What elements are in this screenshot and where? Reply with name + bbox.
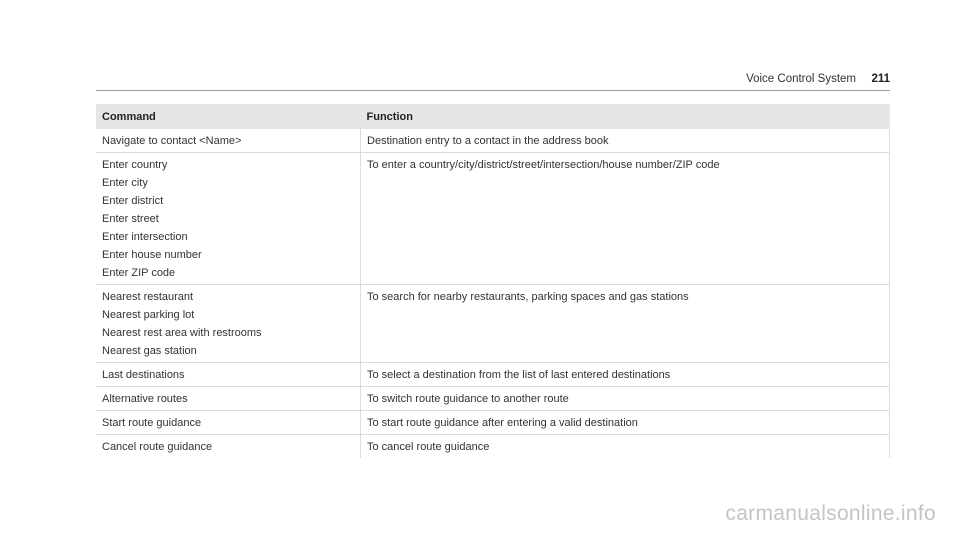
command-text: Enter district (102, 195, 164, 207)
function-cell: Destination entry to a contact in the address book (361, 129, 890, 153)
command-cell (96, 411, 361, 435)
command-text: Nearest restaurant (102, 291, 194, 303)
command-text: Enter country (102, 159, 168, 171)
watermark: carmanualsonline.info (725, 502, 936, 525)
command-text: Last destinations (102, 369, 185, 381)
command-cell (96, 435, 361, 459)
table-row (96, 363, 890, 387)
command-text: Start route guidance (102, 417, 202, 429)
table-row (96, 435, 890, 459)
command-text: Alternative routes (102, 393, 188, 405)
command-text: Enter intersection (102, 231, 188, 243)
command-text: Nearest rest area with restrooms (102, 327, 262, 339)
command-cell (96, 363, 361, 387)
command-cell (96, 153, 361, 285)
function-cell: To search for nearby restaurants, parking spaces and gas stations (361, 285, 890, 363)
table-row (96, 153, 890, 285)
command-cell (96, 387, 361, 411)
command-text: Nearest parking lot (102, 309, 195, 321)
command-text: Nearest gas station (102, 345, 197, 357)
page-number: 211 (871, 73, 890, 85)
command-text: Enter ZIP code (102, 267, 176, 279)
function-cell: To enter a country/city/district/street/intersection/house number/ZIP code (361, 153, 890, 285)
table-row (96, 411, 890, 435)
command-text: Enter house number (102, 249, 202, 261)
table-row (96, 387, 890, 411)
command-text: Cancel route guidance (102, 441, 213, 453)
page-header (96, 72, 890, 91)
table-header-row (96, 104, 890, 129)
table-row (96, 129, 890, 153)
command-cell (96, 129, 361, 153)
voice-command-table (96, 104, 890, 458)
command-text: Navigate to contact <Name> (102, 135, 242, 147)
function-cell: To select a destination from the list of last entered destinations (361, 363, 890, 387)
section-title: Voice Control System (746, 73, 856, 85)
command-text: Enter street (102, 213, 159, 225)
command-text: Enter city (102, 177, 148, 189)
column-header-command: Command (96, 104, 361, 129)
command-cell (96, 285, 361, 363)
function-cell: To start route guidance after entering a valid destination (361, 411, 890, 435)
column-header-function: Function (361, 104, 890, 129)
table-row (96, 285, 890, 363)
function-cell: To switch route guidance to another route (361, 387, 890, 411)
function-cell: To cancel route guidance (361, 435, 890, 459)
